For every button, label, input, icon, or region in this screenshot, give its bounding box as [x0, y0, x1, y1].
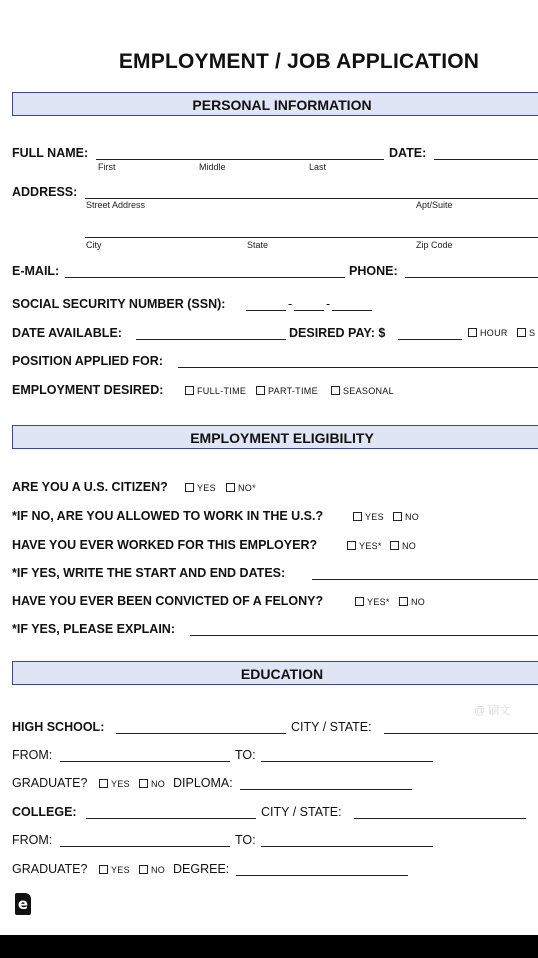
citizen-no-label: NO*	[238, 483, 256, 493]
employment-desired-label: EMPLOYMENT DESIRED:	[12, 383, 164, 397]
seasonal-checkbox[interactable]	[331, 386, 340, 395]
hs-from-field[interactable]	[60, 761, 230, 762]
allowed-no-option[interactable]	[393, 512, 419, 522]
desired-pay-field[interactable]	[398, 339, 462, 340]
allowed-no-checkbox[interactable]	[393, 512, 402, 521]
street-caption: Street Address	[86, 200, 146, 210]
explain-question: *IF YES, PLEASE EXPLAIN:	[12, 622, 176, 636]
section-title-personal: PERSONAL INFORMATION	[192, 97, 372, 113]
section-title-education: EDUCATION	[240, 666, 324, 682]
allowed-yes-checkbox[interactable]	[353, 512, 362, 521]
date-available-label: DATE AVAILABLE:	[12, 326, 122, 340]
state-caption: State	[247, 240, 269, 250]
college-grad-no-checkbox[interactable]	[139, 865, 148, 874]
desired-pay-label: DESIRED PAY: $	[289, 326, 386, 340]
part-time-label: PART-TIME	[268, 386, 318, 396]
last-caption: Last	[309, 162, 327, 172]
college-grad-yes-option[interactable]	[99, 865, 130, 875]
diploma-label: DIPLOMA:	[173, 776, 233, 790]
worked-question: HAVE YOU EVER WORKED FOR THIS EMPLOYER?	[12, 538, 318, 552]
position-field[interactable]	[178, 367, 538, 368]
address-label: ADDRESS:	[12, 185, 78, 199]
part-time-checkbox[interactable]	[256, 386, 265, 395]
high-school-field[interactable]	[116, 733, 286, 734]
hour-label: HOUR	[480, 328, 508, 338]
position-label: POSITION APPLIED FOR:	[12, 354, 163, 368]
middle-caption: Middle	[199, 162, 226, 172]
salary-checkbox[interactable]	[517, 328, 526, 337]
dates-question: *IF YES, WRITE THE START AND END DATES:	[12, 566, 286, 580]
felony-question: HAVE YOU EVER BEEN CONVICTED OF A FELONY?	[12, 594, 324, 608]
hs-grad-no-checkbox[interactable]	[139, 779, 148, 788]
hs-from-label: FROM:	[12, 748, 53, 762]
hs-graduate-label: GRADUATE?	[12, 776, 88, 790]
felony-no-option[interactable]	[399, 597, 425, 607]
email-label: E-MAIL:	[12, 264, 60, 278]
section-title-eligibility: EMPLOYMENT ELIGIBILITY	[190, 430, 374, 446]
hs-city-state-field[interactable]	[384, 733, 538, 734]
felony-no-checkbox[interactable]	[399, 597, 408, 606]
worked-no-option[interactable]	[390, 541, 416, 551]
citizen-yes-option[interactable]	[185, 483, 216, 493]
college-city-state-field[interactable]	[354, 818, 526, 819]
college-label: COLLEGE:	[12, 805, 77, 819]
degree-field[interactable]	[236, 875, 408, 876]
part-time-option[interactable]	[256, 386, 318, 396]
worked-no-label: NO	[402, 541, 417, 551]
seasonal-label: SEASONAL	[343, 386, 394, 396]
college-grad-no-option[interactable]	[139, 865, 165, 875]
worked-yes-label: YES*	[359, 541, 382, 551]
full-time-option[interactable]	[185, 386, 246, 396]
salary-option[interactable]	[517, 328, 535, 338]
date-available-field[interactable]	[136, 339, 286, 340]
city-caption: City	[86, 240, 102, 250]
ssn-dash-2: -	[326, 297, 331, 311]
college-city-state-label: CITY / STATE:	[261, 805, 342, 819]
ssn-label: SOCIAL SECURITY NUMBER (SSN):	[12, 297, 226, 311]
date-label: DATE:	[389, 146, 427, 160]
ssn-field-part3[interactable]	[332, 310, 372, 311]
worked-yes-option[interactable]	[347, 541, 382, 551]
hs-to-label: TO:	[235, 748, 256, 762]
citizen-no-checkbox[interactable]	[226, 483, 235, 492]
degree-label: DEGREE:	[173, 862, 230, 876]
worked-no-checkbox[interactable]	[390, 541, 399, 550]
citizen-yes-checkbox[interactable]	[185, 483, 194, 492]
section-header-education	[12, 661, 538, 685]
full-time-label: FULL-TIME	[197, 386, 247, 396]
college-grad-no-label: NO	[151, 865, 166, 875]
hs-city-state-label: CITY / STATE:	[291, 720, 372, 734]
salary-label: S	[529, 328, 536, 338]
seasonal-option[interactable]	[331, 386, 394, 396]
hour-checkbox[interactable]	[468, 328, 477, 337]
allowed-yes-option[interactable]	[353, 512, 384, 522]
diploma-field[interactable]	[240, 789, 412, 790]
date-field[interactable]	[434, 159, 538, 160]
phone-field[interactable]	[405, 277, 538, 278]
hs-grad-no-label: NO	[151, 779, 166, 789]
college-to-field[interactable]	[261, 846, 433, 847]
section-header-personal	[12, 92, 538, 116]
email-field[interactable]	[65, 277, 345, 278]
citizen-no-option[interactable]	[226, 483, 256, 493]
watermark: @ 刷文	[474, 705, 511, 717]
explain-field[interactable]	[190, 635, 538, 636]
college-grad-yes-label: YES	[111, 865, 130, 875]
street-address-field[interactable]	[85, 198, 538, 199]
full-name-label: FULL NAME:	[12, 146, 89, 160]
first-caption: First	[98, 162, 116, 172]
college-to-label: TO:	[235, 833, 256, 847]
form-title: EMPLOYMENT / JOB APPLICATION	[118, 50, 480, 73]
dates-field[interactable]	[312, 579, 538, 580]
city-state-zip-field[interactable]	[85, 237, 538, 238]
ssn-field-part1[interactable]	[246, 310, 286, 311]
allowed-yes-label: YES	[365, 512, 384, 522]
ssn-field-part2[interactable]	[294, 310, 324, 311]
zip-caption: Zip Code	[416, 240, 453, 250]
ssn-dash-1: -	[288, 297, 293, 311]
felony-yes-label: YES*	[367, 597, 390, 607]
hour-option[interactable]	[468, 328, 508, 338]
hs-grad-yes-checkbox[interactable]	[99, 779, 108, 788]
college-graduate-label: GRADUATE?	[12, 862, 88, 876]
hs-grad-no-option[interactable]	[139, 779, 165, 789]
logo-letter: e	[17, 895, 29, 913]
high-school-label: HIGH SCHOOL:	[12, 720, 105, 734]
apt-caption: Apt/Suite	[416, 200, 453, 210]
felony-yes-checkbox[interactable]	[355, 597, 364, 606]
felony-no-label: NO	[411, 597, 426, 607]
worked-yes-checkbox[interactable]	[347, 541, 356, 550]
college-from-label: FROM:	[12, 833, 53, 847]
document-logo-icon	[15, 893, 31, 915]
hs-to-field[interactable]	[261, 761, 433, 762]
citizen-yes-label: YES	[197, 483, 216, 493]
felony-yes-option[interactable]	[355, 597, 390, 607]
phone-label: PHONE:	[349, 264, 398, 278]
full-name-field[interactable]	[96, 159, 384, 160]
college-grad-yes-checkbox[interactable]	[99, 865, 108, 874]
college-field[interactable]	[86, 818, 256, 819]
allowed-question: *IF NO, ARE YOU ALLOWED TO WORK IN THE U.S.?	[12, 509, 324, 523]
citizen-question: ARE YOU A U.S. CITIZEN?	[12, 480, 168, 494]
hs-grad-yes-option[interactable]	[99, 779, 130, 789]
college-from-field[interactable]	[60, 846, 230, 847]
section-header-eligibility	[12, 425, 538, 449]
full-time-checkbox[interactable]	[185, 386, 194, 395]
allowed-no-label: NO	[405, 512, 420, 522]
hs-grad-yes-label: YES	[111, 779, 130, 789]
